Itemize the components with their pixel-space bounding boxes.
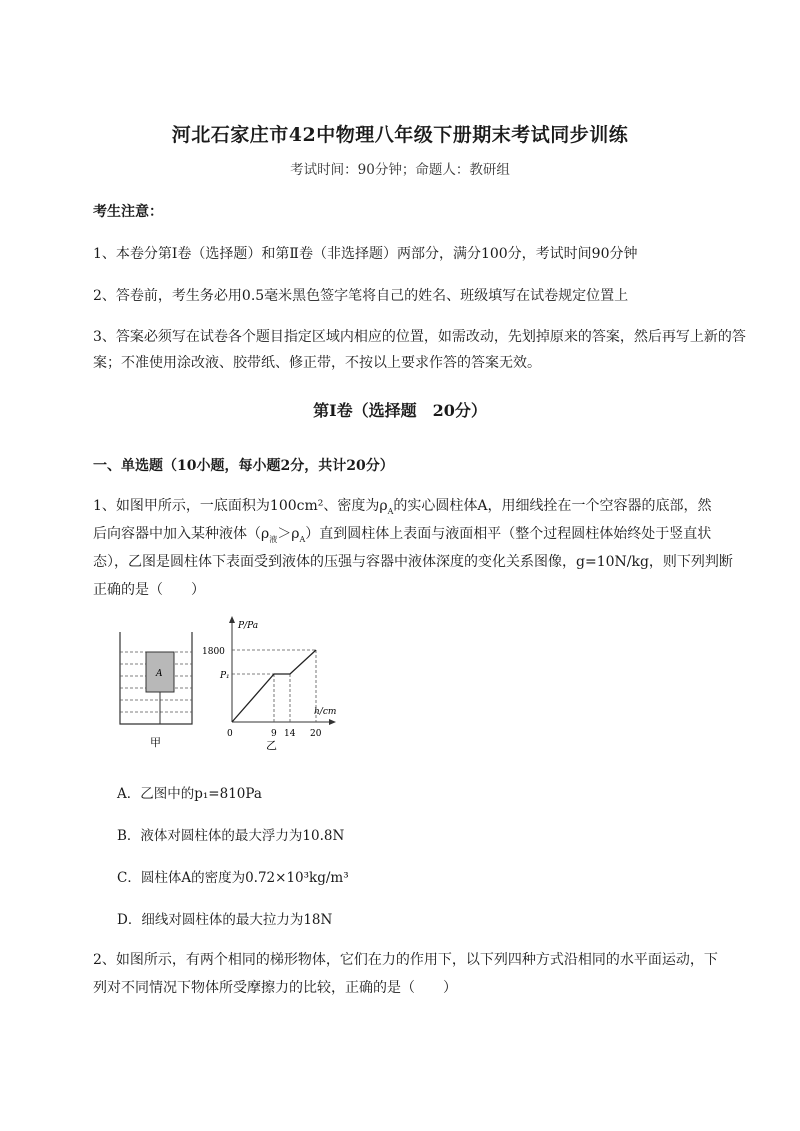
y-axis-label: P/Pa xyxy=(238,621,259,631)
x-tick-9: 9 xyxy=(271,729,277,739)
y-arrow-icon xyxy=(229,616,235,623)
y-tick-1800: 1800 xyxy=(202,647,225,657)
notice-heading: 考生注意： xyxy=(93,204,163,220)
q2-line-1: 2、如图所示，有两个相同的梯形物体，它们在力的作用下，以下列四种方式沿相同的水平面运动，下 xyxy=(93,952,718,968)
q1-figure xyxy=(110,612,370,756)
container-diagram xyxy=(120,632,192,749)
q1-option-c[interactable]: C．圆柱体A的密度为0.72×10³kg/m³ xyxy=(117,870,349,886)
q1-figure-svg xyxy=(110,612,370,752)
q1-text-b: 的实心圆柱体A，用细线拴在一个空容器的底部，然 xyxy=(393,498,712,514)
y-tick-p1: P₁ xyxy=(220,671,230,681)
q1-sub-liquid: 液 xyxy=(269,534,278,544)
caption-right: 乙 xyxy=(266,739,277,752)
notice-item-2: 2、答卷前，考生务必用0.5毫米黑色签字笔将自己的姓名、班级填写在试卷规定位置上 xyxy=(93,288,629,304)
x-tick-14: 14 xyxy=(284,729,296,739)
q1-option-a[interactable]: A．乙图中的p₁=810Pa xyxy=(117,786,262,802)
x-tick-20: 20 xyxy=(310,729,322,739)
section-title: 第I卷（选择题 20分） xyxy=(313,401,487,420)
page-title: 河北石家庄市42中物理八年级下册期末考试同步训练 xyxy=(171,124,629,146)
caption-left: 甲 xyxy=(150,736,161,749)
x-axis-label: h/cm xyxy=(314,707,337,717)
q1-text-e: ）直到圆柱体上表面与液面相平（整个过程圆柱体始终处于竖直状 xyxy=(305,526,712,542)
notice-item-3: 3、答案必须写在试卷各个题目指定区域内相应的位置，如需改动，先划掉原来的答案，然后再写上新的答案；不准使用涂改液、胶带纸、修正带，不按以上要求作答的答案无效。 xyxy=(93,329,746,371)
x-tick-0: 0 xyxy=(227,729,233,739)
q1-text-d: ＞ρ xyxy=(277,526,300,542)
notice-item-1: 1、本卷分第I卷（选择题）和第Ⅱ卷（非选择题）两部分，满分100分，考试时间90分钟 xyxy=(93,246,638,262)
cylinder-label: A xyxy=(156,669,163,679)
q1-option-d[interactable]: D．细线对圆柱体的最大拉力为18N xyxy=(117,912,333,928)
exam-info: 考试时间：90分钟；命题人：教研组 xyxy=(290,162,510,178)
q1-sub-a2: A xyxy=(299,534,306,544)
q1-option-b[interactable]: B．液体对圆柱体的最大浮力为10.8N xyxy=(117,828,345,844)
x-arrow-icon xyxy=(329,719,336,725)
q1-sub-a: A xyxy=(387,506,394,516)
q1-text-a: 1、如图甲所示，一底面积为100cm²、密度为ρ xyxy=(93,498,388,514)
q1-text-c: 后向容器中加入某种液体（ρ xyxy=(93,526,270,542)
q1-line-4: 正确的是（ ） xyxy=(93,582,205,598)
part-title: 一、单选题（10小题，每小题2分，共计20分） xyxy=(93,458,394,474)
q1-line-3: 态），乙图是圆柱体下表面受到液体的压强与容器中液体深度的变化关系图像，g=10N/kg，则下列判断 xyxy=(93,554,733,570)
pressure-graph xyxy=(202,616,336,752)
q2-line-2: 列对不同情况下物体所受摩擦力的比较，正确的是（ ） xyxy=(93,980,457,996)
